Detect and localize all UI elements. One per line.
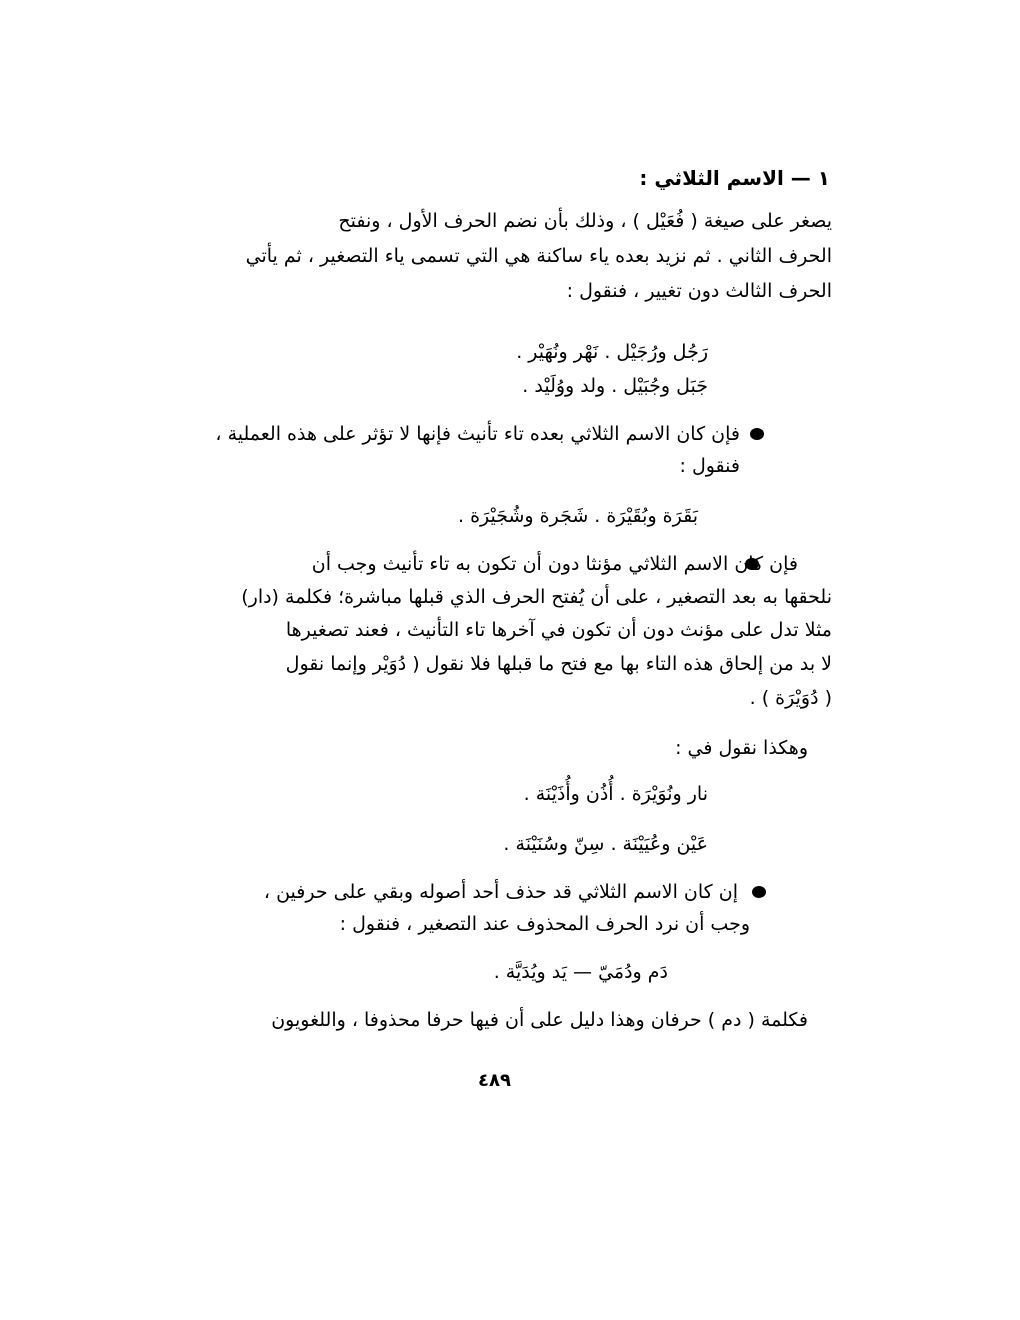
example-line-4: نار ونُوَيْرَة . أُذُن وأُذَيْنَة . [523,783,708,805]
bullet-2-line-3: مثلا تدل على مؤنث دون أن تكون في آخرها تاء التأنيث ، فعند تصغيرها [285,619,832,641]
bullet-2-line-4: لا بد من إلحاق هذه التاء بها مع فتح ما قبلها فلا نقول ( دُوَيْر وإنما نقول [285,653,832,675]
page-number: ٤٨٩ [478,1070,511,1091]
paragraph-1-line-3: الحرف الثالث دون تغيير ، فنقول : [566,280,832,302]
paragraph-1-line-2: الحرف الثاني . ثم نزيد بعده ياء ساكنة هي التي تسمى ياء التصغير ، ثم يأتي [245,245,832,267]
example-line-6: دَم ودُمَيّ — يَد ويُدَيَّة . [493,961,668,983]
examples-intro: وهكذا نقول في : [675,737,808,759]
example-line-2: جَبَل وجُبَيْل . ولد ووُلَيْد . [522,375,708,397]
bullet-3-line-1: إن كان الاسم الثلاثي قد حذف أحد أصوله وبقي على حرفين ، [263,881,738,903]
bullet-1-line-1: فإن كان الاسم الثلاثي بعده تاء تأنيث فإنها لا تؤثر على هذه العملية ، [215,423,740,445]
bullet-icon [752,886,766,898]
bullet-icon [750,428,764,440]
example-line-5: عَيْن وعُيَيْنَة . سِنّ وسُنَيْنَة . [503,833,708,855]
section-heading: ١ — الاسم الثلاثي : [639,166,830,190]
example-line-1: رَجُل ورُجَيْل . نَهْر ونُهَيْر . [516,341,708,363]
bullet-3-line-2: وجب أن نرد الحرف المحذوف عند التصغير ، فنقول : [339,913,750,935]
bullet-2-line-2: نلحقها به بعد التصغير ، على أن يُفتح الحرف الذي قبلها مباشرة؛ فكلمة (دار) [241,586,832,608]
paragraph-1-line-1: يصغر على صيغة ( فُعَيْل ) ، وذلك بأن نضم الحرف الأول ، ونفتح [338,210,832,232]
closing-line: فكلمة ( دم ) حرفان وهذا دليل على أن فيها حرفا محذوفا ، واللغويون [271,1009,808,1031]
bullet-1-line-2: فنقول : [679,455,740,477]
bullet-2-line-1: فإن كان الاسم الثلاثي مؤنثا دون أن تكون به تاء تأنيث وجب أن [311,553,798,575]
bullet-2-line-5: ( دُوَيْرَة ) . [749,687,832,709]
example-line-3: بَقَرَة وبُقَيْرَة . شَجَرة وشُجَيْرَة . [457,505,698,527]
